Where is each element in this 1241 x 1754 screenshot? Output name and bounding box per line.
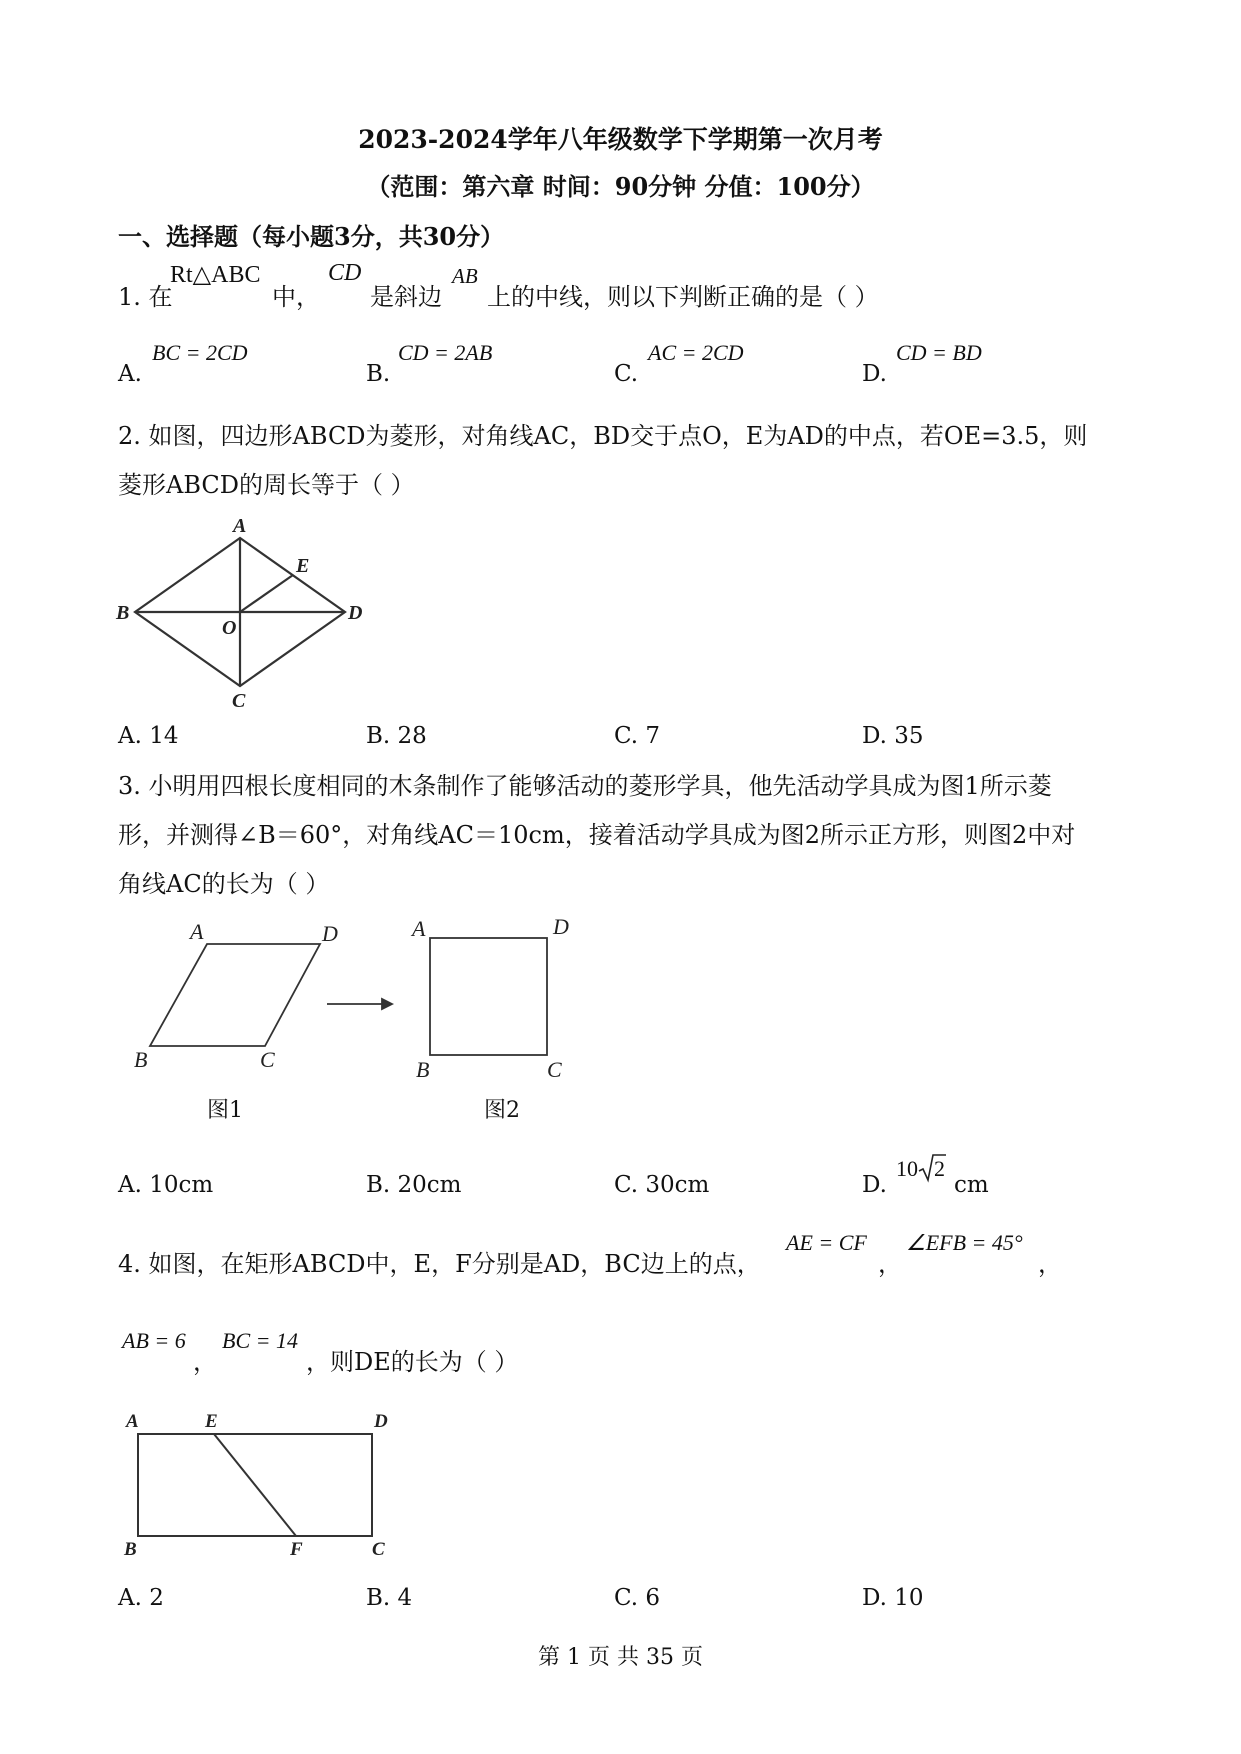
q4-label-d: D	[374, 1411, 388, 1432]
q3-option-a[interactable]: A. 10cm	[118, 1172, 214, 1198]
q4-comma-3: ，	[193, 1348, 217, 1376]
q4-label-a: A	[126, 1411, 139, 1432]
q2-option-c[interactable]: C. 7	[614, 723, 661, 749]
q2-label-d: D	[348, 602, 363, 624]
q1-number: 1. 在	[118, 283, 173, 311]
q2-option-b[interactable]: B. 28	[366, 723, 427, 749]
q4-label-c: C	[372, 1539, 385, 1555]
q1-option-a-letter[interactable]: A.	[118, 361, 142, 387]
q2-rhombus-figure	[110, 510, 380, 710]
q2-line-2: 菱形ABCD的周长等于（ ）	[118, 471, 415, 499]
q3-line-2: 形，并测得∠B＝60°，对角线AC＝10cm，接着活动学具成为图2所示正方形，则图2中对	[118, 821, 1076, 849]
q1-text-end: 上的中线，则以下判断正确的是（ ）	[487, 283, 879, 311]
q4-math-ae-cf: AE = CF	[786, 1230, 867, 1255]
q4-math-ab-6: AB = 6	[122, 1328, 186, 1353]
q3-fig1-caption: 图1	[207, 1098, 243, 1123]
q4-line-2-end: ，则DE的长为（ ）	[306, 1348, 519, 1376]
q2-label-b: B	[116, 602, 130, 624]
q3-option-d-coef: 10	[896, 1156, 918, 1181]
q3-option-b[interactable]: B. 20cm	[366, 1172, 462, 1198]
q1-option-d-letter[interactable]: D.	[862, 361, 887, 387]
q3-fig2-label-c: C	[547, 1057, 562, 1082]
q3-option-d-letter[interactable]: D.	[862, 1172, 887, 1198]
q4-line-1: 4. 如图，在矩形ABCD中，E，F分别是AD，BC边上的点，	[118, 1250, 761, 1278]
q4-option-a[interactable]: A. 2	[118, 1585, 164, 1611]
q1-option-c-math: AC = 2CD	[648, 340, 744, 365]
q3-fig1-label-c: C	[260, 1047, 275, 1072]
q1-math-rt-abc: Rt△ABC	[170, 262, 261, 288]
q3-option-d-unit: cm	[954, 1172, 989, 1198]
q1-math-cd: CD	[328, 260, 362, 286]
q4-comma-2: ，	[1038, 1250, 1062, 1278]
q4-option-c[interactable]: C. 6	[614, 1585, 661, 1611]
q2-label-c: C	[232, 690, 246, 710]
q4-rectangle-figure	[110, 1405, 410, 1555]
q1-math-ab: AB	[452, 264, 478, 288]
q2-option-d[interactable]: D. 35	[862, 723, 924, 749]
q2-label-a: A	[233, 515, 247, 537]
q1-option-d-math: CD = BD	[896, 340, 982, 365]
q3-fig2-square	[430, 938, 547, 1055]
q3-line-1: 3. 小明用四根长度相同的木条制作了能够活动的菱形学具，他先活动学具成为图1所示菱	[118, 772, 1052, 800]
q4-math-angle-efb: ∠EFB = 45°	[906, 1230, 1023, 1255]
q2-option-a[interactable]: A. 14	[118, 723, 179, 749]
page-title: 2023-2024学年八年级数学下学期第一次月考	[358, 125, 883, 154]
q4-label-f: F	[290, 1539, 303, 1555]
q2-label-o: O	[222, 617, 237, 639]
q1-option-c-letter[interactable]: C.	[614, 361, 639, 387]
section-heading: 一、选择题（每小题3分，共30分）	[118, 222, 505, 251]
q1-option-b-letter[interactable]: B.	[366, 361, 391, 387]
page-subtitle: （范围：第六章 时间：90分钟 分值：100分）	[366, 172, 875, 201]
q4-label-e: E	[205, 1411, 218, 1432]
q4-comma-1: ，	[878, 1250, 902, 1278]
q3-fig1-label-d: D	[322, 921, 338, 946]
page-footer: 第 1 页 共 35 页	[538, 1645, 703, 1670]
q3-fig1-rhombus	[150, 944, 320, 1046]
q4-label-b: B	[124, 1539, 137, 1555]
q3-fig2-label-a: A	[412, 916, 426, 941]
q3-fig1-label-a: A	[190, 919, 204, 944]
q1-text-xiebian: 是斜边	[370, 283, 442, 311]
q2-label-e: E	[296, 555, 310, 577]
q4-option-d[interactable]: D. 10	[862, 1585, 924, 1611]
q4-math-bc-14: BC = 14	[222, 1328, 298, 1353]
q3-fig2-label-d: D	[553, 914, 569, 939]
q3-line-3: 角线AC的长为（ ）	[118, 870, 330, 898]
q1-option-a-math: BC = 2CD	[152, 340, 248, 365]
q3-fig2-caption: 图2	[484, 1098, 520, 1123]
q4-option-b[interactable]: B. 4	[366, 1585, 413, 1611]
q3-option-d-radicand: 2	[934, 1156, 945, 1181]
q3-option-c[interactable]: C. 30cm	[614, 1172, 710, 1198]
q3-fig1-label-b: B	[134, 1047, 148, 1072]
q3-fig2-label-b: B	[416, 1057, 430, 1082]
q1-option-b-math: CD = 2AB	[398, 340, 493, 365]
q1-text-zhong: 中，	[272, 283, 320, 311]
q2-line-1: 2. 如图，四边形ABCD为菱形，对角线AC，BD交于点O，E为AD的中点，若OE=3.5，则	[118, 422, 1088, 450]
